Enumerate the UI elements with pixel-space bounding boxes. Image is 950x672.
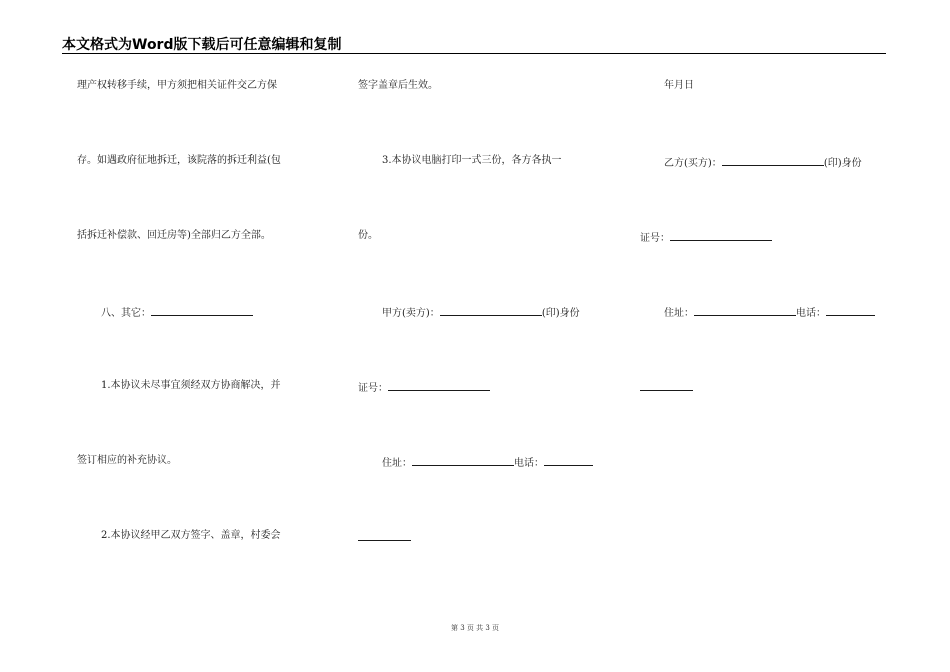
col2-line-1: 签字盖章后生效。 [358,80,438,91]
document-header-title: 本文格式为Word版下载后可任意编辑和复制 [62,37,342,53]
party-b-phone-continuation [640,380,693,395]
col1-line-3: 括拆迁补偿款、回迁房等)全部归乙方全部。 [77,230,271,241]
party-a-address-label: 住址： [382,458,412,469]
other-label: 八、其它： [101,308,151,319]
col1-line-1: 理产权转移手续，甲方须把相关证件交乙方保 [77,80,277,91]
header-divider [62,53,886,54]
party-b-id-label: 证号： [640,233,670,244]
party-b-address-blank [694,305,796,316]
col1-line-6: 签订相应的补充协议。 [77,455,177,466]
page-number: 第 3 页 共 3 页 [450,624,500,632]
party-b-signature-line [664,155,862,170]
party-b-address-label: 住址： [664,308,694,319]
party-b-phone-label: 电话： [796,308,826,319]
party-a-name-blank [440,305,542,316]
party-a-phone-blank-continued [358,530,411,541]
col2-line-clause-3: 3.本协议电脑打印一式三份，各方各执一 [382,155,562,166]
col2-line-3: 份。 [358,230,378,241]
party-a-address-line [382,455,593,470]
party-a-id-blank [388,380,490,391]
date-line: 年月日 [664,80,694,91]
party-a-phone-label: 电话： [514,458,544,469]
party-b-phone-blank [826,305,875,316]
party-b-address-line [664,305,875,320]
party-a-id-line [358,380,490,395]
col1-line-clause-2: 2.本协议经甲乙双方签字、盖章，村委会 [101,530,281,541]
party-b-phone-blank-continued [640,380,693,391]
party-a-signature-line [382,305,580,320]
other-blank [151,305,253,316]
party-a-label: 甲方(卖方)： [382,308,440,319]
col1-line-2: 存。如遇政府征地拆迁，该院落的拆迁利益(包 [77,155,281,166]
party-b-seal-id-label: (印)身份 [823,158,862,169]
party-b-id-blank [670,230,772,241]
party-a-phone-blank [544,455,593,466]
party-b-id-line [640,230,772,245]
party-b-name-blank [722,155,824,166]
col1-line-clause-1: 1.本协议未尽事宜须经双方协商解决，并 [101,380,281,391]
col1-line-other [101,305,253,320]
party-b-label: 乙方(买方)： [664,158,722,169]
party-a-phone-continuation [358,530,411,545]
party-a-id-label: 证号： [358,383,388,394]
party-a-seal-id-label: (印)身份 [541,308,580,319]
party-a-address-blank [412,455,514,466]
